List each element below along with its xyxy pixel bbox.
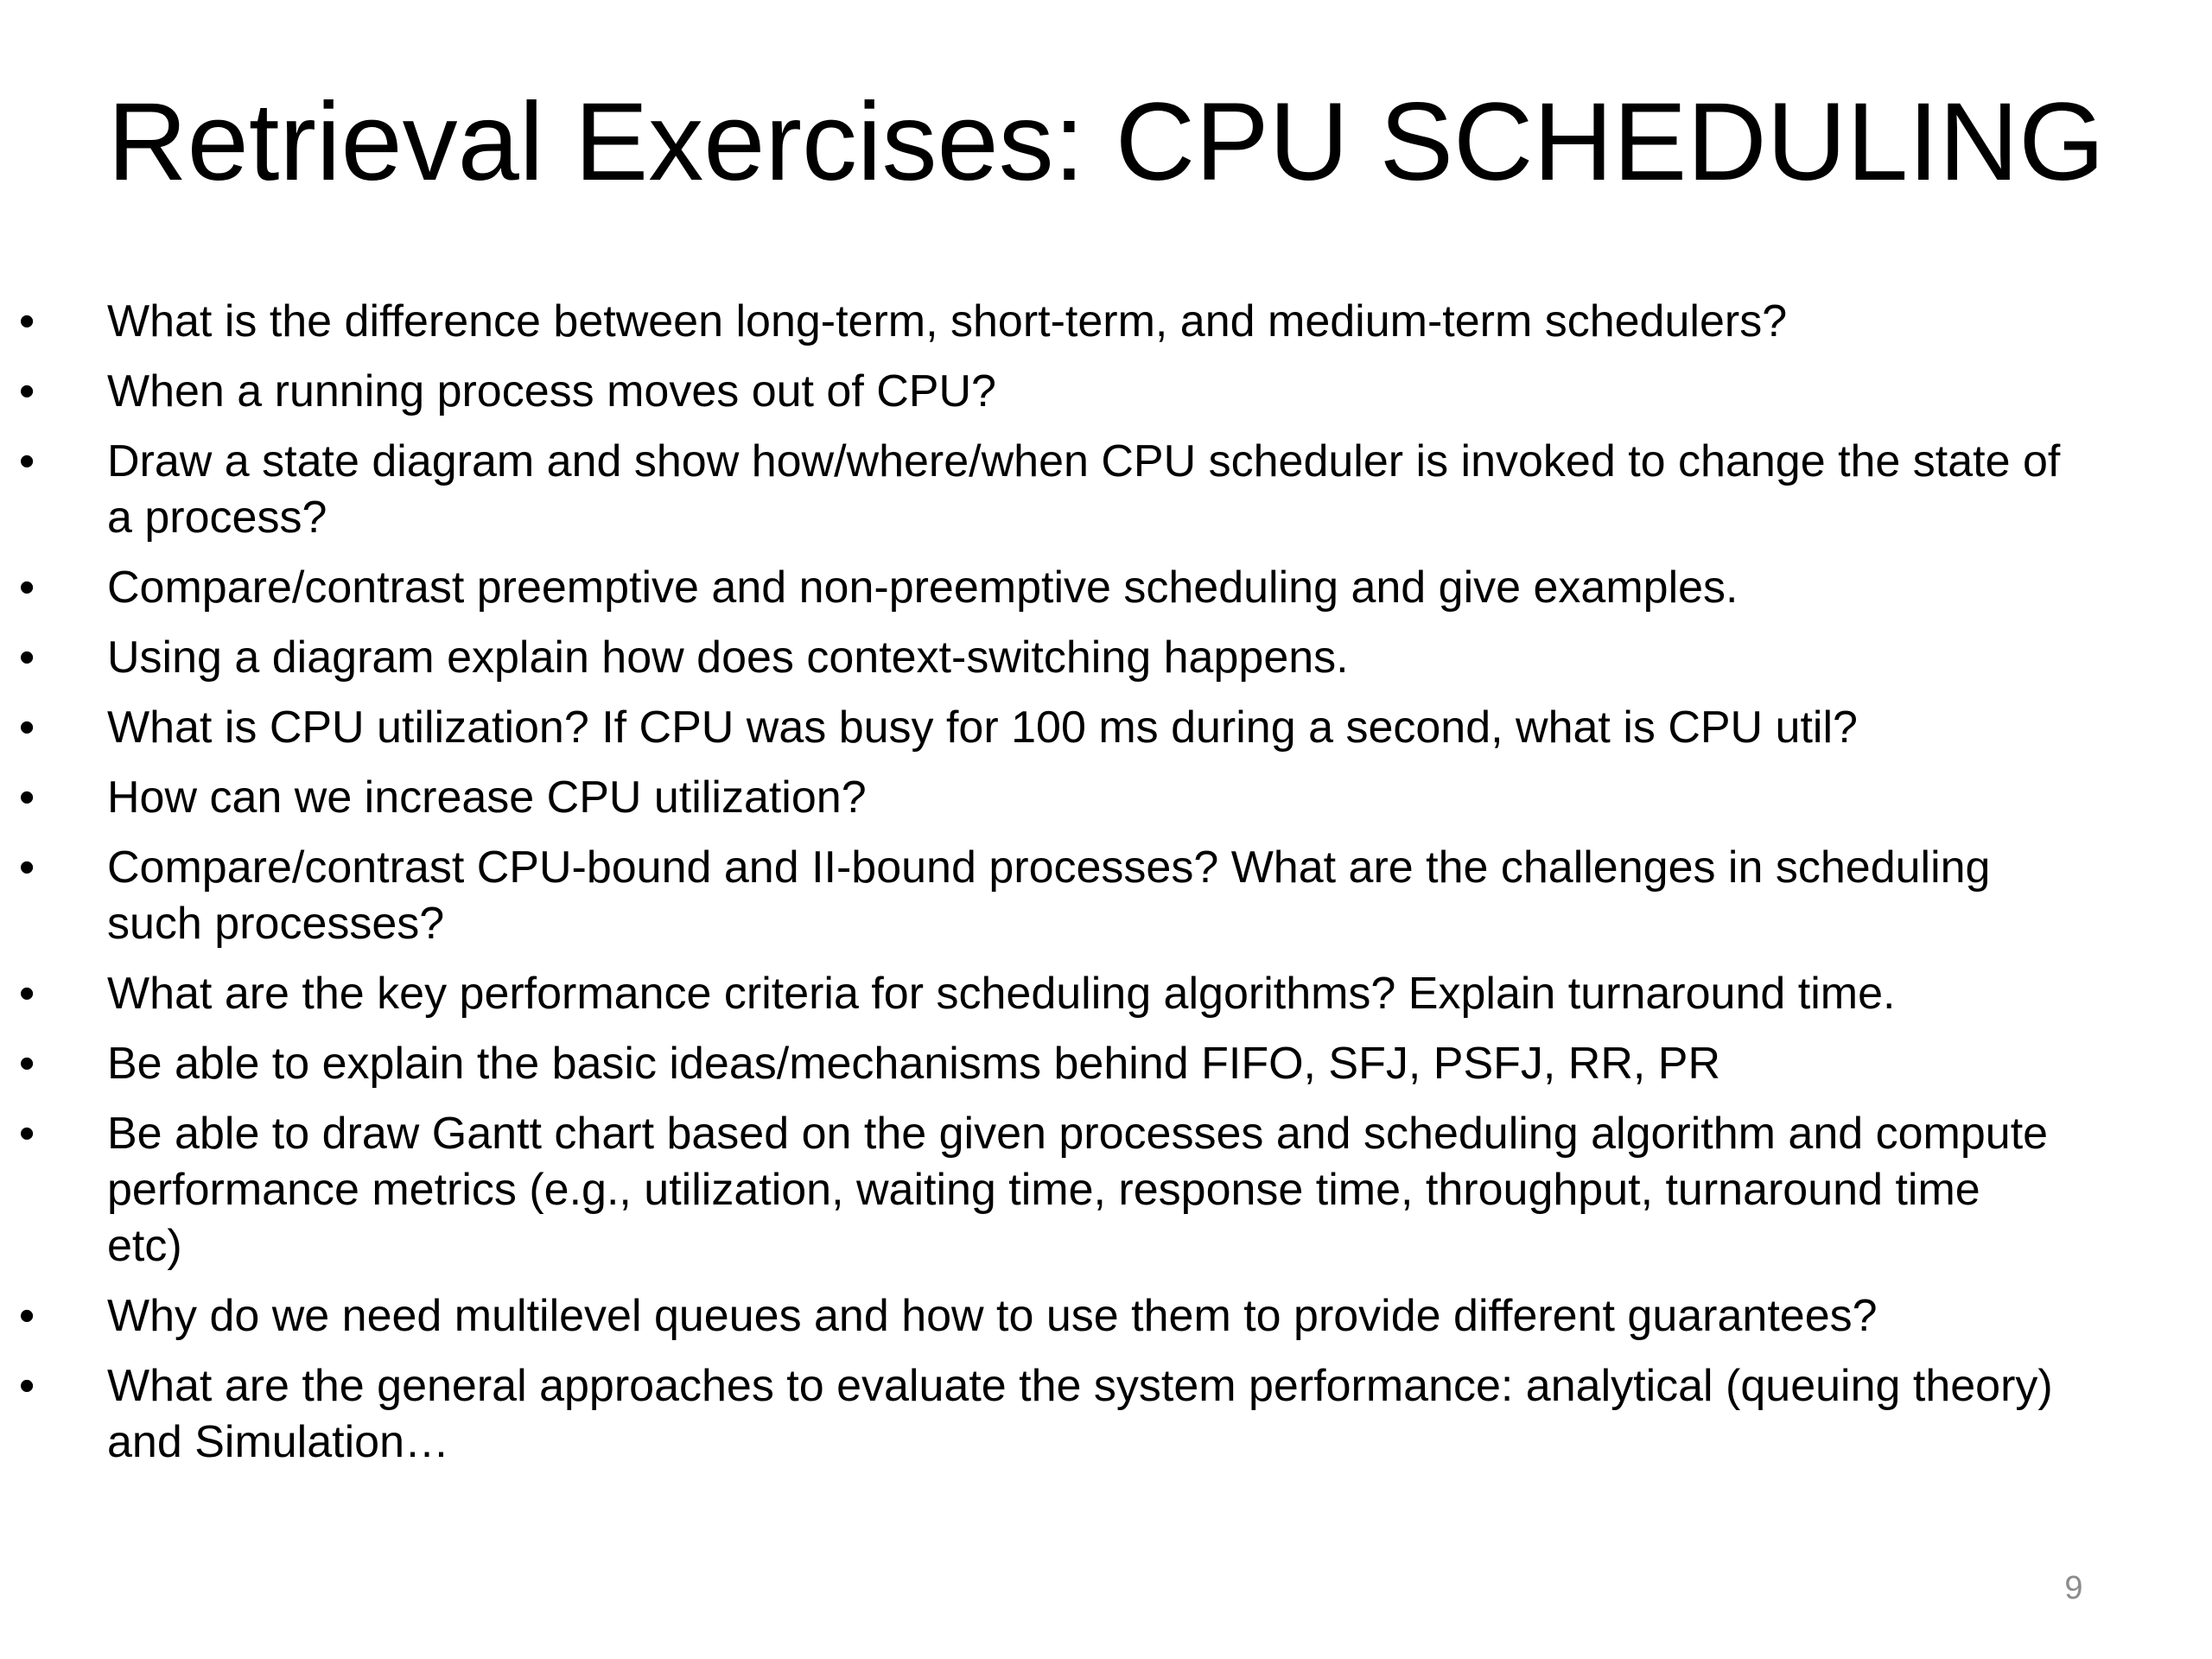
- bullet-dot-icon: •: [19, 632, 35, 683]
- bullet-dot-icon: •: [19, 436, 35, 486]
- bullet-text: Be able to draw Gantt chart based on the given processes and scheduling algorithm and compute performance metrics (e.g., utilization, waiting time, response time, throughput, turnaround time etc): [107, 1109, 2049, 1271]
- slide-title: Retrieval Exercises: CPU SCHEDULING: [107, 80, 2105, 204]
- bullet-dot-icon: •: [19, 1039, 35, 1089]
- bullet-dot-icon: •: [19, 1361, 35, 1411]
- bullet-text: When a running process moves out of CPU?: [107, 366, 996, 416]
- bullet-text: What are the key performance criteria for scheduling algorithms? Explain turnaround time.: [107, 969, 1896, 1019]
- bullet-item-9: [0, 966, 2212, 1022]
- bullet-item-2: [0, 364, 2212, 420]
- bullet-dot-icon: •: [19, 366, 35, 416]
- bullet-list: [0, 294, 2212, 1484]
- bullet-dot-icon: •: [19, 1109, 35, 1159]
- bullet-item-13: [0, 1358, 2212, 1471]
- bullet-text: Draw a state diagram and show how/where/when CPU scheduler is invoked to change the state of a process?: [107, 436, 2061, 543]
- bullet-item-7: [0, 770, 2212, 826]
- bullet-item-4: [0, 560, 2212, 616]
- bullet-item-8: [0, 840, 2212, 952]
- bullet-dot-icon: •: [19, 1291, 35, 1341]
- bullet-text: Why do we need multilevel queues and how to use them to provide different guarantees?: [107, 1291, 1878, 1341]
- bullet-item-10: [0, 1036, 2212, 1092]
- bullet-text: What is the difference between long-term, short-term, and medium-term schedulers?: [107, 296, 1788, 346]
- bullet-text: Compare/contrast CPU-bound and II-bound processes? What are the challenges in scheduling such processes?: [107, 842, 1991, 949]
- bullet-item-6: [0, 700, 2212, 756]
- bullet-dot-icon: •: [19, 969, 35, 1019]
- page-number: 9: [2064, 1570, 2083, 1606]
- bullet-item-3: [0, 434, 2212, 546]
- bullet-item-5: [0, 630, 2212, 686]
- bullet-item-11: [0, 1106, 2212, 1274]
- bullet-text: Using a diagram explain how does context-switching happens.: [107, 632, 1349, 683]
- bullet-dot-icon: •: [19, 772, 35, 823]
- bullet-dot-icon: •: [19, 702, 35, 753]
- bullet-text: What is CPU utilization? If CPU was busy for 100 ms during a second, what is CPU util?: [107, 702, 1858, 753]
- bullet-dot-icon: •: [19, 563, 35, 613]
- bullet-item-1: [0, 294, 2212, 350]
- bullet-text: Be able to explain the basic ideas/mechanisms behind FIFO, SFJ, PSFJ, RR, PR: [107, 1039, 1721, 1089]
- bullet-dot-icon: •: [19, 842, 35, 893]
- bullet-dot-icon: •: [19, 296, 35, 346]
- bullet-text: What are the general approaches to evaluate the system performance: analytical (queuing theory) and Simulation…: [107, 1361, 2053, 1467]
- bullet-text: How can we increase CPU utilization?: [107, 772, 867, 823]
- bullet-text: Compare/contrast preemptive and non-preemptive scheduling and give examples.: [107, 563, 1738, 613]
- bullet-item-12: [0, 1288, 2212, 1344]
